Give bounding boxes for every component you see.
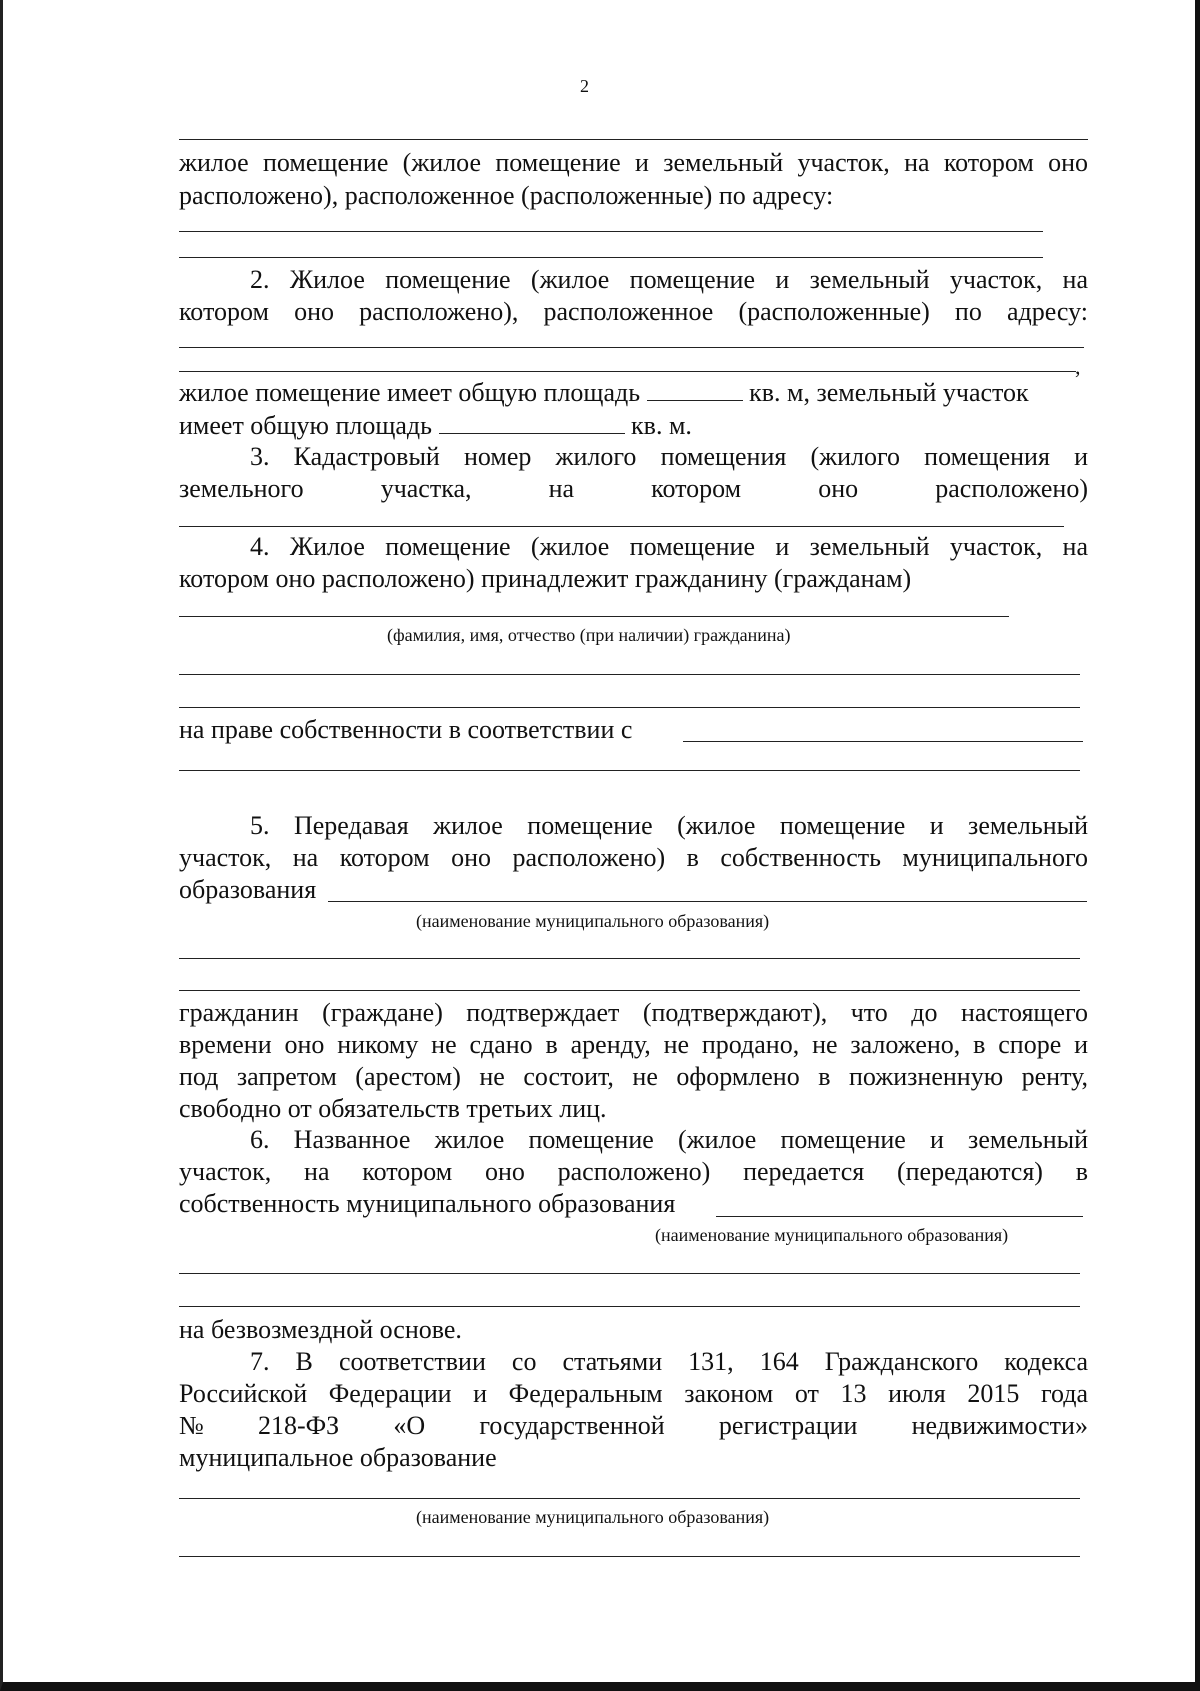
s7-line2: Российской Федерации и Федеральным законом от 13 июля 2015 года [179,1379,1088,1408]
s6-line3: собственность муниципального образования [179,1189,676,1218]
blank-line [179,1306,1080,1307]
word: на [548,474,575,503]
blank-line [179,674,1080,675]
word: регистрации [718,1411,858,1440]
s2-line1: 2. Жилое помещение (жилое помещение и земельный участок, на [250,265,1088,294]
s5-p1: гражданин (граждане) подтверждает (подтверждают), что до настоящего [179,998,1088,1027]
trailing-comma: , [1075,354,1081,379]
s4-line2: котором оно расположено) принадлежит гражданину (гражданам) [179,564,912,593]
s5-line3: образования [179,875,317,904]
blank-line [179,231,1043,232]
s6-caption: (наименование муниципального образования) [655,1225,1009,1245]
s2-land-line [179,410,1088,441]
s5-p3: под запретом (арестом) не состоит, не оформлено в пожизненную ренту, [179,1062,1088,1091]
blank-line [179,257,1043,258]
s5-line2: участок, на котором оно расположено) в собственность муниципального [179,843,1088,872]
word: оно [818,474,859,503]
s2-line2: котором оно расположено), расположенное (расположенные) по адресу: [179,297,1088,326]
area-blank [647,378,743,401]
s7-line1: 7. В соответствии со статьями 131, 164 Гражданского кодекса [250,1347,1088,1376]
blank-line [179,1556,1080,1557]
word: государственной [479,1411,665,1440]
blank-line [179,990,1080,991]
blank-line [179,1273,1080,1274]
s6-line1: 6. Названное жилое помещение (жилое помещение и земельный [250,1125,1088,1154]
blank-line [179,347,1084,348]
land-blank [439,411,625,434]
word: земельного [179,474,304,503]
word: котором [651,474,742,503]
blank-line [179,371,1076,372]
s4-line1: 4. Жилое помещение (жилое помещение и земельный участок, на [250,532,1088,561]
blank-line [716,1216,1083,1217]
blank-line [179,139,1088,140]
word: № [179,1411,204,1440]
s5-p4: свободно от обязательств третьих лиц. [179,1094,607,1123]
s7-line4: муниципальное образование [179,1443,497,1472]
blank-line [179,526,1064,527]
area-prefix: жилое помещение имеет общую площадь [179,378,641,407]
s1-line2: расположено), расположенное (расположенные) по адресу: [179,181,834,210]
word: участка, [380,474,472,503]
blank-line [179,958,1080,959]
s3-line1: 3. Кадастровый номер жилого помещения (жилого помещения и [250,442,1088,471]
land-unit: кв. м. [631,411,692,440]
s5-caption: (наименование муниципального образования) [416,911,770,931]
s4-ownership: на праве собственности в соответствии с [179,715,633,744]
s5-p2: времени оно никому не сдано в аренду, не продано, не заложено, в споре и [179,1030,1088,1059]
blank-line [179,616,1009,617]
blank-line [179,1498,1080,1499]
blank-line [179,707,1080,708]
blank-line [683,741,1083,742]
blank-line [179,770,1080,771]
s7-caption: (наименование муниципального образования) [416,1507,770,1527]
blank-line [328,901,1087,902]
word: «О [393,1411,426,1440]
s5-line1: 5. Передавая жилое помещение (жилое помещение и земельный [250,811,1088,840]
s6-basis: на безвозмездной основе. [179,1315,462,1344]
page-number: 2 [580,76,589,96]
s2-area-line [179,377,1088,408]
word: расположено) [935,474,1088,503]
land-prefix: имеет общую площадь [179,411,433,440]
s7-line3 [179,1410,1088,1441]
area-unit: кв. м, земельный участок [749,378,1029,407]
word: недвижимости» [911,1411,1088,1440]
s1-line1: жилое помещение (жилое помещение и земельный участок, на котором оно [179,148,1088,177]
s4-caption: (фамилия, имя, отчество (при наличии) гражданина) [387,625,791,645]
s3-line2 [179,473,1088,504]
s6-line2: участок, на котором оно расположено) передается (передаются) в [179,1157,1088,1186]
word: 218-ФЗ [257,1411,340,1440]
